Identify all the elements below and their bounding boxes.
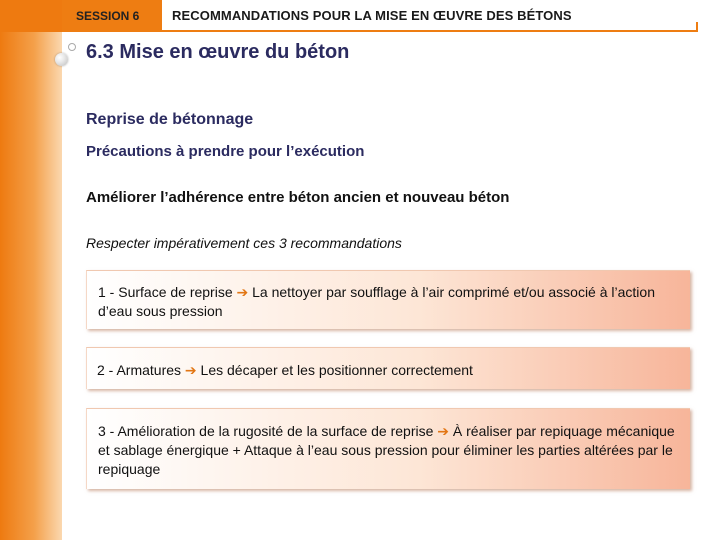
recommendation-text: À réaliser par repiquage mécanique et sablage énergique + Attaque à l’eau sous pression pour éliminer les parties altérées par le repiquage bbox=[98, 423, 675, 477]
left-accent-bar bbox=[0, 0, 62, 540]
recommendation-lead: 3 - Amélioration de la rugosité de la surface de reprise bbox=[98, 423, 434, 439]
arrow-right-icon: ➔ bbox=[437, 423, 450, 439]
arrow-right-icon: ➔ bbox=[184, 362, 197, 378]
header-underline-end bbox=[696, 22, 698, 32]
header-corner bbox=[0, 0, 62, 32]
recommendation-text: Les décaper et les positionner correctement bbox=[200, 362, 473, 378]
recommendation-box-2 bbox=[86, 347, 690, 389]
orb-bullet-icon bbox=[55, 53, 68, 66]
recommendation-lead: 1 - Surface de reprise bbox=[98, 284, 233, 300]
small-circle-icon bbox=[68, 43, 76, 51]
adherence-heading: Améliorer l’adhérence entre béton ancien et nouveau béton bbox=[86, 189, 510, 206]
precautions-heading: Précautions à prendre pour l’exécution bbox=[86, 143, 365, 160]
section-subtitle: Reprise de bétonnage bbox=[86, 111, 254, 128]
recommendation-lead: 2 - Armatures bbox=[97, 362, 182, 378]
header-title: RECOMMANDATIONS POUR LA MISE EN ŒUVRE DES BÉTONS bbox=[172, 8, 572, 23]
section-title: 6.3 Mise en œuvre du béton bbox=[86, 41, 350, 63]
header-underline bbox=[62, 30, 698, 32]
session-label: SESSION 6 bbox=[62, 0, 162, 32]
recommendation-text: La nettoyer par soufflage à l’air comprimé et/ou associé à l’action d’eau sous pression bbox=[98, 284, 655, 319]
arrow-right-icon: ➔ bbox=[236, 284, 249, 300]
recommendation-box-3 bbox=[86, 408, 690, 489]
recommendation-box-1 bbox=[86, 270, 690, 329]
recommendations-intro: Respecter impérativement ces 3 recommandations bbox=[86, 235, 402, 251]
